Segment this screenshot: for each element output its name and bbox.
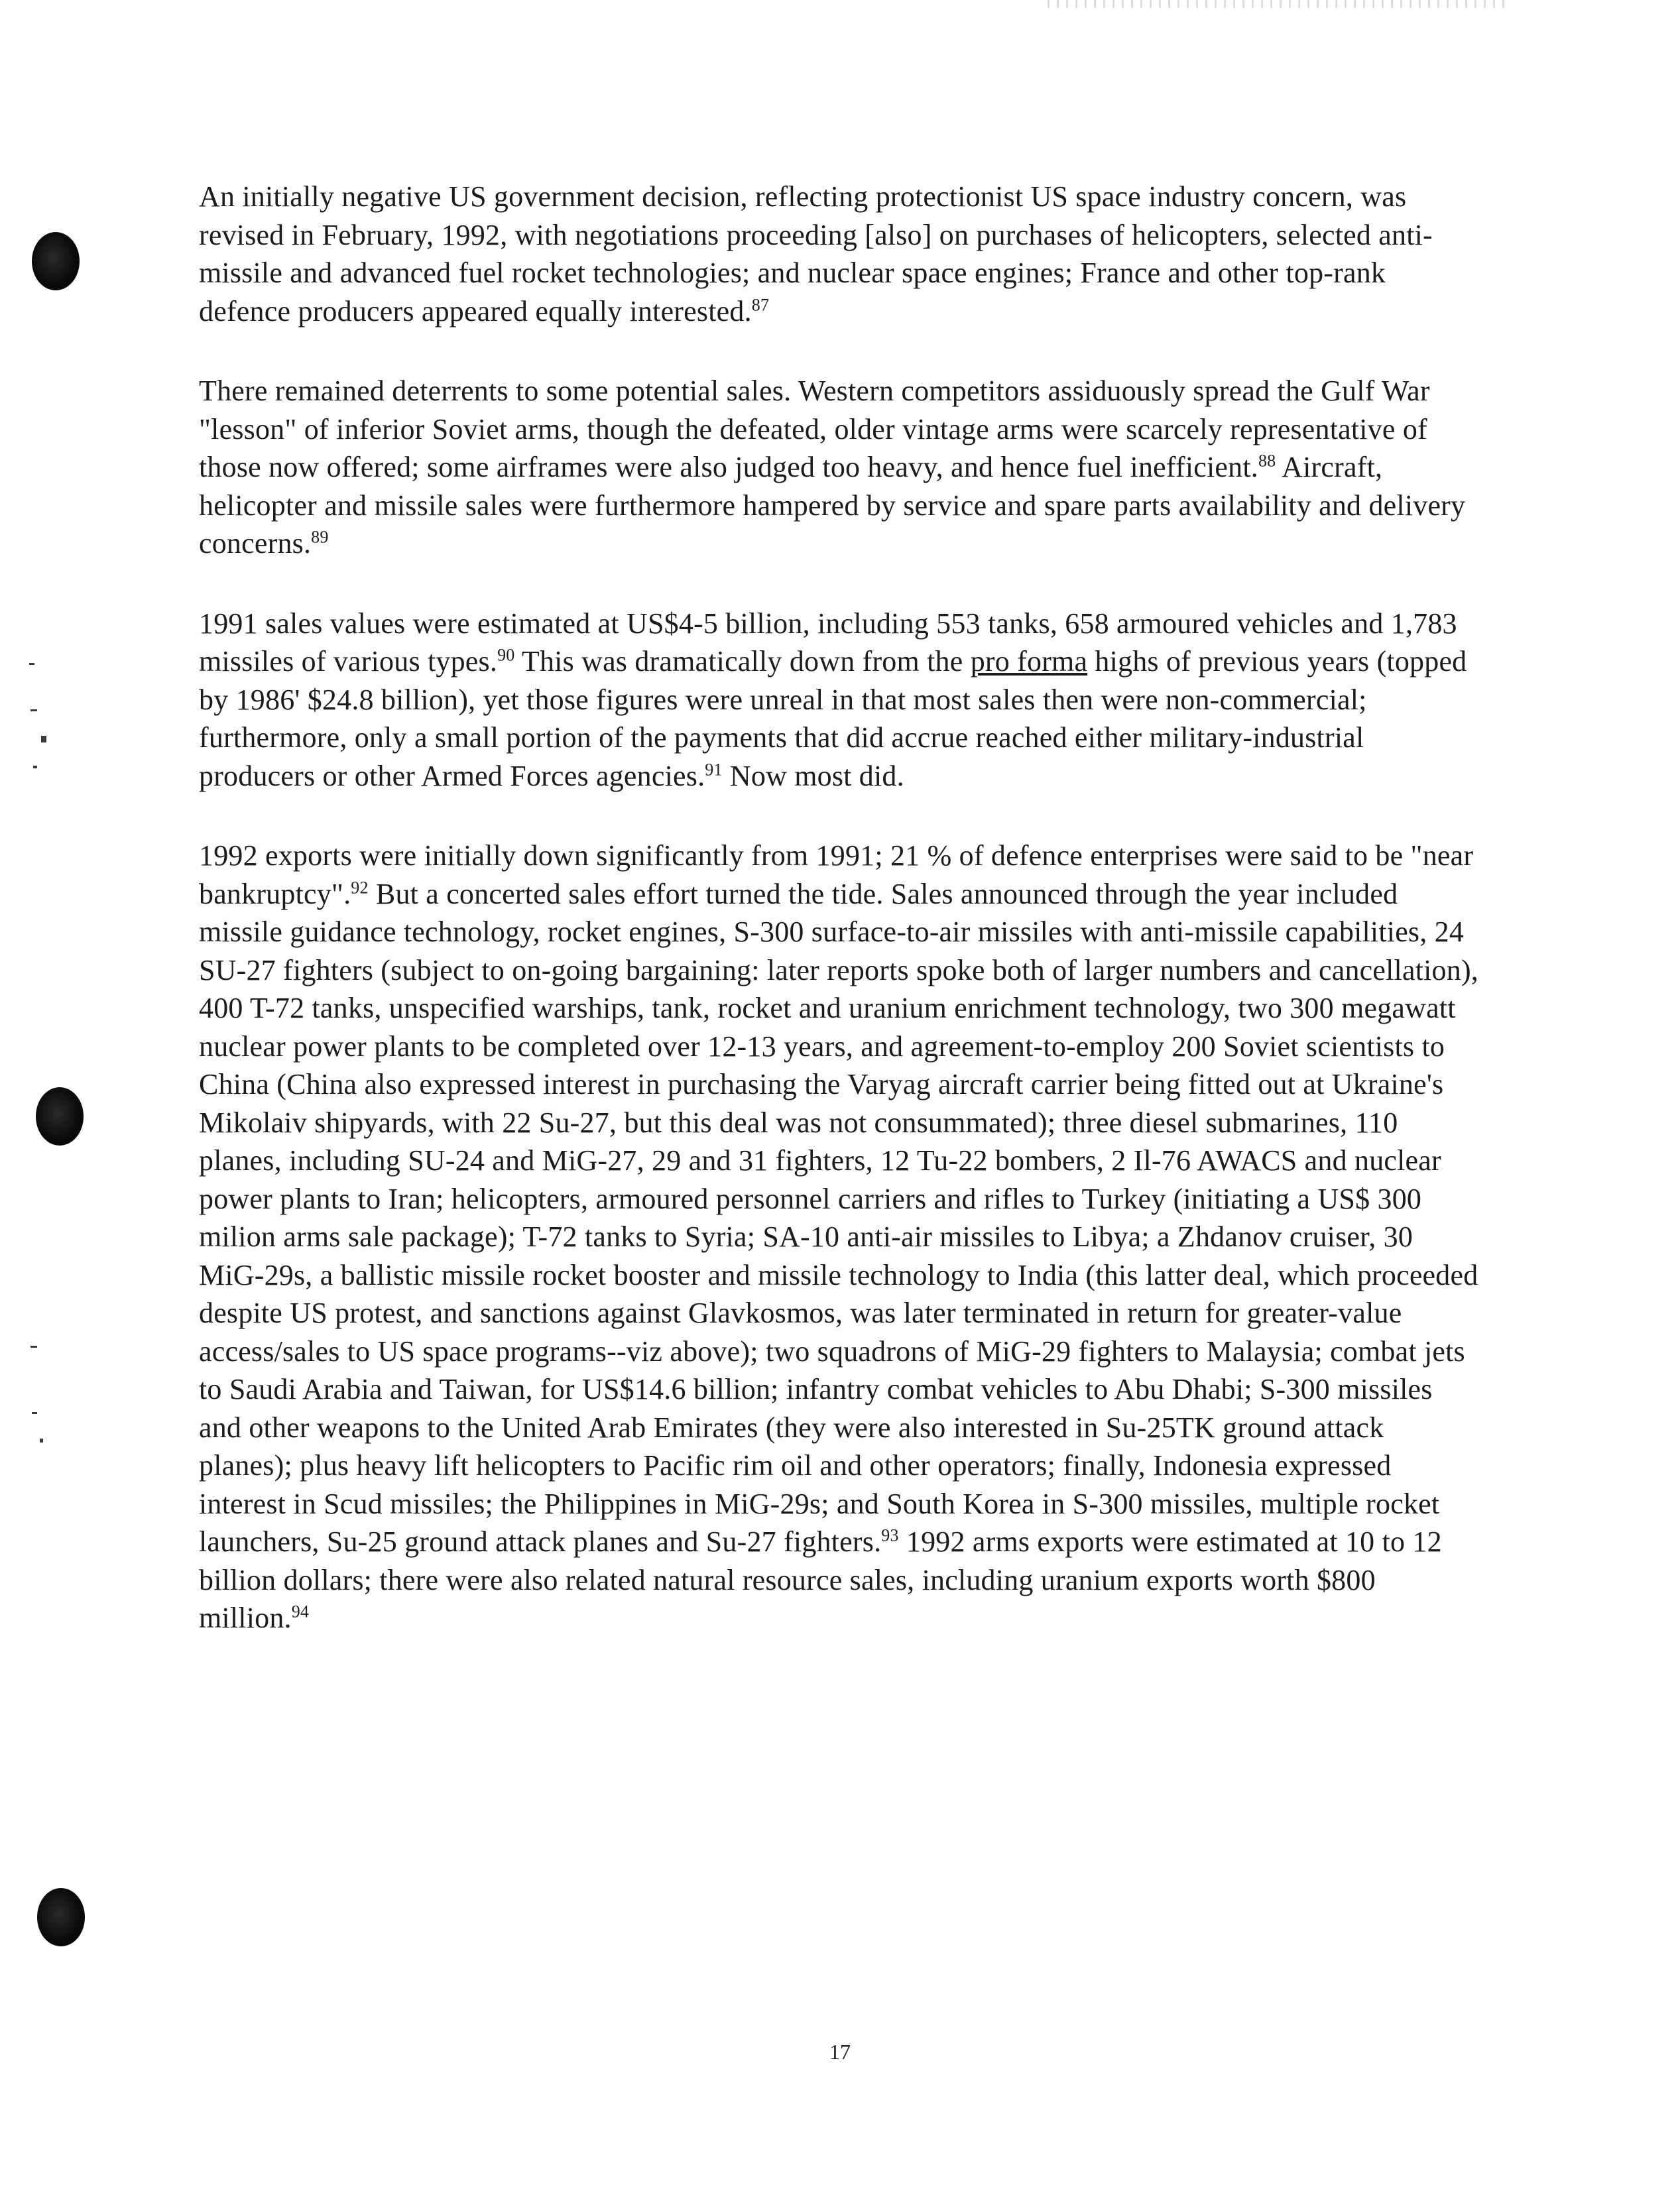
text-run: Now most did. bbox=[722, 759, 904, 792]
text-run: Aircraft, helicopter and missile sales were furthermore hampered by service and spare parts availability and delivery concerns. bbox=[199, 451, 1466, 560]
page-number: 17 bbox=[829, 2040, 851, 2064]
text-run: highs of previous years (topped by 1986' $24.8 billion), yet those figures were unreal in that most sales then were non-commercial; furthermore, only a small portion of the payments that did accrue reached either military-industrial producers or other Armed Forces agencies. bbox=[199, 645, 1467, 792]
footnote-marker: 89 bbox=[311, 527, 329, 547]
margin-speck bbox=[33, 766, 37, 768]
footnote-marker: 93 bbox=[881, 1525, 899, 1545]
margin-speck bbox=[29, 663, 34, 665]
paragraph bbox=[199, 605, 1478, 796]
punch-hole-top bbox=[32, 232, 80, 290]
text-run: But a concerted sales effort turned the tide. Sales announced through the year included missile guidance technology, rocket engines, S-300 surface-to-air missiles with anti-missile capabilities, 24 SU-27 fighters (subject to on-going bargaining: later reports spoke both of larger numbers and cancellation), 400 T-72 tanks, unspecified warships, tank, rocket and uranium enrichment technology, two 300 megawatt nuclear power plants to be completed over 12-13 years, and agreement-to-employ 200 Soviet scientists to China (China also expressed interest in purchasing the Varyag aircraft carrier being fitted out at Ukraine's Mikolaiv shipyards, with 22 Su-27, but this deal was not consummated); three diesel submarines, 110 planes, including SU-24 and MiG-27, 29 and 31 fighters, 12 Tu-22 bombers, 2 Il-76 AWACS and nuclear power plants to Iran; helicopters, armoured personnel carriers and rifles to Turkey (initiating a US$ 300 milion arms sale package); T-72 tanks to Syria; SA-10 anti-air missiles to Libya; a Zhdanov cruiser, 30 MiG-29s, a ballistic missile rocket booster and missile technology to India (this latter deal, which proceeded despite US protest, and sanctions against Glavkosmos, was later terminated in return for greater-value access/sales to US space programs--viz above); two squadrons of MiG-29 fighters to Malaysia; combat jets to Saudi Arabia and Taiwan, for US$14.6 billion; infantry combat vehicles to Abu Dhabi; S-300 missiles and other weapons to the United Arab Emirates (they were also interested in Su-25TK ground attack planes); plus heavy lift helicopters to Pacific rim oil and other operators; finally, Indonesia expressed interest in Scud missiles; the Philippines in MiG-29s; and South Korea in S-300 missiles, multiple rocket launchers, Su-25 ground attack planes and Su-27 fighters. bbox=[199, 877, 1478, 1558]
paragraph bbox=[199, 372, 1478, 563]
text-run: 1991 sales values were estimated at US$4-5 billion, including 553 tanks, 658 armoured vehicles and 1,783 missiles of various types. bbox=[199, 607, 1457, 678]
scan-noise-top bbox=[1048, 0, 1512, 8]
punch-hole-middle bbox=[36, 1087, 84, 1146]
text-run: 1992 arms exports were estimated at 10 to 12 billion dollars; there were also related natural resource sales, including uranium exports worth $800 million. bbox=[199, 1525, 1442, 1634]
underlined-phrase: pro forma bbox=[970, 645, 1088, 678]
footnote-marker: 88 bbox=[1258, 451, 1276, 471]
margin-speck bbox=[41, 736, 46, 742]
footnote-marker: 94 bbox=[291, 1602, 310, 1622]
paragraph bbox=[199, 178, 1478, 330]
margin-speck bbox=[30, 1346, 37, 1348]
paragraph bbox=[199, 837, 1478, 1637]
margin-speck bbox=[32, 1412, 37, 1414]
margin-speck bbox=[40, 1439, 43, 1443]
footnote-marker: 91 bbox=[705, 759, 723, 779]
body-text bbox=[199, 178, 1478, 1679]
margin-speck bbox=[30, 709, 37, 711]
text-run: An initially negative US government decision, reflecting protectionist US space industry concern, was revised in February, 1992, with negotiations proceeding [also] on purchases of helicopters, selected anti-missile and advanced fuel rocket technologies; and nuclear space engines; France and other top-rank defence producers appeared equally interested. bbox=[199, 180, 1433, 327]
punch-hole-bottom bbox=[37, 1888, 85, 1946]
text-run: There remained deterrents to some potential sales. Western competitors assiduously spread the Gulf War "lesson" of inferior Soviet arms, though the defeated, older vintage arms were scarcely representative of those now offered; some airframes were also judged too heavy, and hence fuel inefficient. bbox=[199, 375, 1430, 483]
text-run: This was dramatically down from the bbox=[514, 645, 971, 678]
footnote-marker: 87 bbox=[751, 294, 770, 314]
text-run: 1992 exports were initially down significantly from 1991; 21 % of defence enterprises were said to be "near bankruptcy". bbox=[199, 839, 1474, 910]
footnote-marker: 92 bbox=[351, 877, 369, 897]
footnote-marker: 90 bbox=[497, 645, 515, 665]
